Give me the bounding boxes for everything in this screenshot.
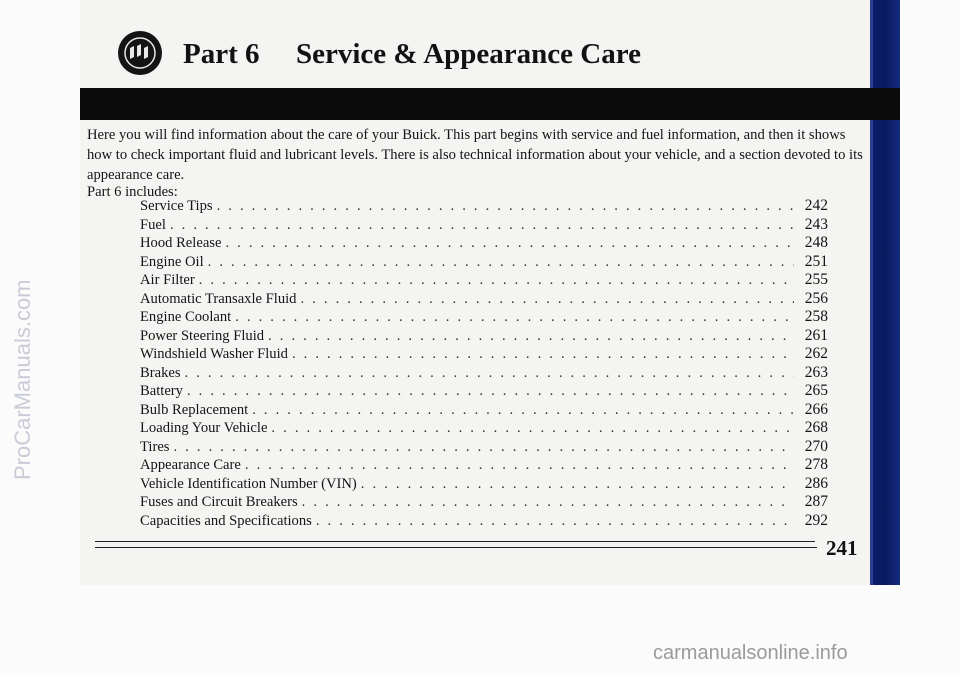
toc-entry-page: 278 <box>804 456 828 473</box>
toc-entry-label: Fuses and Circuit Breakers <box>140 494 298 510</box>
toc-entry[interactable] <box>140 197 828 216</box>
toc-entry[interactable] <box>140 456 828 475</box>
toc-entry[interactable] <box>140 216 828 235</box>
toc-entry-label: Hood Release <box>140 235 222 251</box>
toc-entry-page: 251 <box>804 252 828 270</box>
toc-entry-label: Appearance Care <box>140 457 241 473</box>
toc-entry-page: 286 <box>804 474 828 492</box>
part-title-text: Service & Appearance Care <box>296 38 641 70</box>
toc-leader-dots <box>300 290 794 309</box>
toc-leader-dots <box>199 271 794 290</box>
toc-entry-label: Battery <box>140 383 183 399</box>
includes-label: Part 6 includes: <box>87 184 178 200</box>
toc-entry[interactable] <box>140 493 828 512</box>
toc-entry-label: Engine Coolant <box>140 309 232 325</box>
toc-entry-page: 266 <box>804 400 828 418</box>
toc-entry-label: Power Steering Fluid <box>140 327 265 344</box>
side-watermark: ProCarManuals.com <box>10 279 35 480</box>
toc-entry-label: Vehicle Identification Number (VIN) <box>140 475 357 492</box>
toc-entry-label: Bulb Replacement <box>140 401 249 418</box>
toc-entry[interactable] <box>140 512 828 531</box>
part-number: Part 6 <box>183 38 260 70</box>
toc-leader-dots <box>252 401 794 420</box>
toc-entry[interactable] <box>140 364 828 383</box>
toc-leader-dots <box>245 456 794 475</box>
toc-entry[interactable] <box>140 382 828 401</box>
toc-entry-page: 255 <box>804 271 828 288</box>
toc-entry-label: Windshield Washer Fluid <box>140 346 288 362</box>
toc-entry[interactable] <box>140 308 828 327</box>
toc-entry[interactable] <box>140 401 828 420</box>
toc-entry-page: 258 <box>804 308 828 325</box>
toc-entry[interactable] <box>140 253 828 272</box>
header-bar <box>80 88 900 120</box>
toc-leader-dots <box>185 364 794 383</box>
toc-entry[interactable] <box>140 290 828 309</box>
toc-entry-label: Loading Your Vehicle <box>140 420 268 436</box>
toc-entry-label: Capacities and Specifications <box>140 512 312 529</box>
toc-entry-page: 262 <box>804 345 828 362</box>
toc-leader-dots <box>170 216 794 235</box>
toc-leader-dots <box>292 345 794 364</box>
toc-entry-label: Tires <box>140 438 170 455</box>
toc-entry-page: 268 <box>804 419 828 436</box>
toc-entry-page: 270 <box>804 437 828 455</box>
toc-entry[interactable] <box>140 271 828 290</box>
toc-entry-label: Service Tips <box>140 198 213 214</box>
page-number: 241 <box>826 536 858 560</box>
bottom-watermark: carmanualsonline.info <box>653 642 848 664</box>
toc-leader-dots <box>268 327 794 346</box>
table-of-contents <box>140 197 828 530</box>
toc-entry-page: 256 <box>804 289 828 307</box>
toc-leader-dots <box>235 308 794 327</box>
page-title <box>183 28 641 80</box>
toc-leader-dots <box>173 438 794 457</box>
toc-leader-dots <box>361 475 794 494</box>
toc-entry-label: Engine Oil <box>140 253 204 270</box>
toc-entry[interactable] <box>140 438 828 457</box>
toc-leader-dots <box>271 419 794 438</box>
toc-entry-page: 263 <box>804 363 828 381</box>
toc-entry-label: Air Filter <box>140 272 195 288</box>
toc-entry[interactable] <box>140 234 828 253</box>
toc-leader-dots <box>302 493 794 512</box>
toc-entry-page: 248 <box>804 234 828 251</box>
toc-leader-dots <box>316 512 794 531</box>
toc-entry[interactable] <box>140 475 828 494</box>
toc-entry[interactable] <box>140 345 828 364</box>
toc-entry-page: 292 <box>804 511 828 529</box>
toc-entry[interactable] <box>140 419 828 438</box>
toc-leader-dots <box>208 253 794 272</box>
toc-leader-dots <box>225 234 794 253</box>
toc-leader-dots <box>187 382 794 401</box>
toc-entry-label: Fuel <box>140 216 166 233</box>
toc-entry-label: Automatic Transaxle Fluid <box>140 290 297 307</box>
toc-entry-page: 287 <box>804 493 828 510</box>
footer-rule-top <box>95 541 815 542</box>
toc-entry-label: Brakes <box>140 364 181 381</box>
toc-entry-page: 242 <box>804 197 828 214</box>
buick-tri-shield-icon <box>118 31 162 75</box>
toc-entry-page: 243 <box>804 215 828 233</box>
toc-entry[interactable] <box>140 327 828 346</box>
toc-entry-page: 261 <box>804 326 828 344</box>
toc-entry-page: 265 <box>804 382 828 399</box>
toc-leader-dots <box>217 197 794 216</box>
intro-paragraph: Here you will find information about the care of your Buick. This part begins with service and fuel information, and then it shows how to check important fluid and lubricant levels. There is also technical information about your vehicle, and a section devoted to its appearance care. <box>87 127 863 183</box>
footer-rule-bottom <box>95 547 817 548</box>
